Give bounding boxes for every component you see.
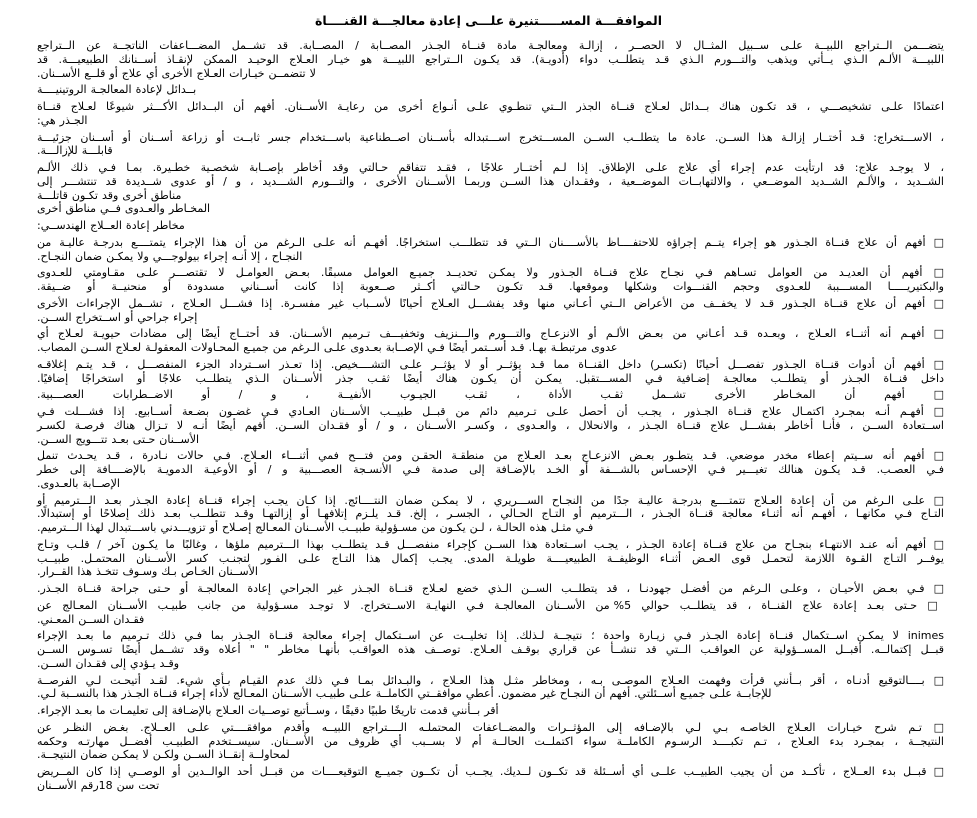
text-line: اســتعادة الســن ، فأنـا أخاطر بفشـــل علاج قنــاة الجـذر ، والانحلال ، والعـدوى ، وكسـر الأســنان ، و / أو فقـدان الســن. أفهم أيضًا أنـه لا تـزال هناك فرصـة لكسـر — [37, 418, 944, 432]
text-line: □ تـم شرح خيـارات العـلاج الخاصـه بـي لـي بالإضـافه إلى المؤثــرات والمضــاعفات المحتملـه الــــتراجع اللبيــه وأقدم موافقــــتي علـى العــلاج. بغـض النظـر عن — [37, 720, 944, 734]
text-line: التـاج فـي مكانهـا ، أفهـم أنه أثنـاء معالجة قنــاة الجـذر ، الـــترميم أو التـاج الحـالي ، الجسـر ، إلخ. قـد يلـزم إتلافهـا أو إزالتهـا وقـد تتطلــب بعـد ذلك إصلاحًا أو إستبدالًا. — [37, 507, 944, 521]
text-line: الأســنان حـتى بعـد تتـــويج الســن. — [37, 432, 200, 446]
text-line: المخـاطر والعـدوى فــي مناطق أخرى — [37, 202, 211, 216]
text-line: وقـد يـؤدي إلى فقـدان الســن. — [37, 656, 180, 670]
text-line: □ حـتى بعـد إعادة علاج القنــاة ، قد يتطلــب حوالي 5% من الأســنان المعالجـة فـي النهايـة الاســتخراج. لا توجـد مسـؤولية من جانب طبيـب الأســنان المعـالج عن — [37, 598, 944, 612]
text-line: □ أفهم أنه عنـد الانتهـاء بنجـاح من علاج قنــاة إعادة الجـذر ، يجـب اســتعادة هذا الســن كإجراء منفصـــل قـد يتطلــب بهذا الـــترميم ملؤها ، وغالبًا ما يكـون آخر / قلـب وتـاج — [37, 537, 944, 551]
text-line: □ أفهم أن المخـاطر الأخرى تشــمل ثقـب الأداة ، ثقـب الجيـوب الأنفيــة ، و / أو الاضــطرابات العصـــبية. — [37, 388, 944, 402]
text-line: □ أفهم أنه ســيتم إعطاء مخدر موضعي. قـد يتطـور بعـض الانزعـاج بعـد العـلاج من منطقـة الحقـن ومن فتـــح فمي أثنـــاء العـلاج. فـي حالات نـادرة ، قـد يحـدث تنمل — [37, 449, 944, 463]
text-line: يتضـــمن الــتراجع اللبيــة علـى ســبيل المثــال لا الحصــر ، إزالـة ومعالجـة مادة قنــاة الجـذر المصــابة / المصــابة. قد تشــمل المضـــاعفات الناتجــة عن الــتراجع — [37, 39, 944, 52]
text-line: □ أفهم أن علاج قنــاة الجـذور هو إجراء يتــم إجراؤه للاحتفــــاظ بالأســــنان الــتي قد تتطلـــب استخراجًا. أفهـم أنه علـى الـرغم من أن هذا الإجراء يتمتــــع بدرجـة عاليـة من — [37, 235, 944, 249]
text-line: النتيجــة ، بمجـرد بدء العـلاج ، تـم تكبــــد الرسـوم الكاملــة سواء اكتملــت الحالــة أم لا بســبب أي ظروف من الأســنان. سيســتخدم الطبيـب أفضــل مهارتـه وحكمه — [37, 734, 944, 748]
text-line: فـي مثـل هذه الحالـة ، لـن يكـون من مسـؤولية طبيــب الأســنان المعـالج إصـلاح أو تزويـــدني باســـتبدال لهذا الـــترميم. — [37, 521, 594, 534]
text-line: بــدائل لإعادة المعالجـة الروتينيــــة — [37, 83, 197, 97]
text-line: مناطق أخرى وقد تكـون قاتلـــة — [37, 188, 182, 202]
text-line: الجـذر هي: — [37, 113, 88, 127]
text-line: □ أفهم أن علاج قنــاة الجـذور قـد لا يخفــف من الأعراض الــتي أعـاني منها وقد يفشـــل العـلاج أحيانًا لأســباب غير مفسـرة. إذا فشـــل العـلاج ، تشــمل الإجراءات الأخرى — [37, 296, 944, 310]
text-line: لمحاولــة إنقــاذ الســن ولكـن لا يمكـن ضمان النتيجــة. — [37, 748, 290, 762]
text-line: أقر بــأنني قدمت تاريخًا طبيًا دقيقًا ، وســأتبع توصــيات العـلاج بالإضـافة إلى تعليمـات ما بعـد الإجراء. — [37, 704, 499, 717]
text-line: □ علـى الـرغم من أن إعادة العـلاج تتمتــــع بدرجـة عاليـة جدًا من النجـاح الســـريري ، لا يمكـن ضمان النتــــائج. إذا كـان يجـب إجراء قنــاة إعادة الجـذر بعـد الـــترميم أو — [37, 493, 944, 507]
text-line: النجـاح ، إلا أنـه إجراء بيولوجـــي ولا يمكـن ضمان النجـاح. — [37, 249, 303, 263]
text-line: فـي العصـب. قـد يكـون هنالك تغيـــير فـي الإحسـاس بالشـــفة أو الخـد بالإضـافة إلى صدمة فـي الأنسـجة العصـــبية و / أو الأوعيـة الدمويـة بالإضــــافة إلى خطر — [37, 463, 944, 476]
text-line: □ أفهم أن العديـد من العوامل تسـاهم فـي نجـاح علاج قنــاة الجـذور ولا يمكـن تحديــد جميـع العوامل مسبقًا. بعـض العوامـل لا تقتصـــر علـى مقـاومتي للعـدوى — [37, 266, 944, 280]
text-line: للإجابــة علـى جميـع أســئلتي. أفهم أن النجـاح غير مضمون. أعطي موافقــتي الكاملــة علـى طبيـب الأســنان المعـالج لأداء إجراء قنــاة الجـذر هذا بالنســبة لـي. — [37, 687, 772, 701]
text-line: تحت سن 18رقم الأســنان — [37, 778, 160, 792]
text-line: ، الاســـتخراج: قـد أختــار إزالـة هذا الســن. عادة ما يتطلــب الســن المســـتخرج اســـتبداله بأســنان اصــطناعية باســـتخدام جسر ثابــت أو زراعة أســنان أو أســنان جزئيـــة — [37, 130, 944, 144]
text-line: يوفــر التـاج القـوة اللازمة لتحمـل قوى العـض أثنـاء الوظيفــة الطبيعيــــة طويلـة المدى. يجـب إكمال هذا التـاج علـى الفـور لتجنـب كسر الأســنان المحتمـل. طبيــب — [37, 551, 944, 565]
text-line: اللبيـــة الألـم الـذي يــأتي ويذهب والتـــورم الـذي قـد يتطلــب دواء (أدويـة). قد يكـون الــتراجع اللبيـــة هو خيـار العـلاج الوحيـد الممكن لإنقـاذ أســنانك الطبيعيـــة. قد — [37, 52, 944, 66]
text-line: لا تتضمــن خيـارات العـلاج الأخرى أي علاج أو قلــع الأســنان. — [37, 66, 316, 80]
text-line: اعتمادًا علـى تشخيصـــي ، قد تكـون هناك بــدائل لعـلاج قنــاة الجذر الــتي تنطـوي علـى أنـواع أخرى من رعايـة الأســنان. أفهم أن البــدائل الأكـــثر شيوعًا لعـلاج قنــاة — [37, 100, 944, 113]
text-line: فقـدان الســن المعـني. — [37, 612, 145, 626]
text-line: □ أفهـم أنه أثنــاء العـلاج ، وبعـده قـد أعـاني من بعـض الألـم أو الانزعـاج والتـــورم والـــنزيف وتخفيـــف تـرميم الأســنان. قد أحتــاج أيضًا إلى مضادات حيويـة لعـلاج أي — [37, 327, 944, 341]
text-line: ، لا يوجـد علاج: قد ارتأيت عدم إجراء أي علاج علـى الإطلاق. إذا لـم أختــار علاجًا ، فقـد تتفاقم حـالتي وقد أخاطر بإصــابة شخصـية خطـيرة. بمـا فـي ذلك الألـم — [37, 161, 944, 174]
text-line: والبكتيريـــــا المســـببة للعـدوى وحجم القنـــوات وشكلها وموقعها. قـد تكـون حـالتي أكــثر صــعوبة إذا كانت أســناني مسدودة أو منحنيــة أو ضــيقة. — [37, 280, 944, 293]
page-title: الموافقـــة المســـــتنيرة علـــى إعادة معالجـــة القنــــاة — [315, 13, 662, 28]
text-line: □ قبــل بدء العــلاج ، تأكــد من أن يجيب الطبيــب علــى أي أســئلة قد تكــون لــديك. يجــب أن تكــون جميــع التوقيعــــات من قبــل أحد الوالــدين أو الوصــي إذا كان المــريض — [37, 765, 944, 778]
text-line: الشــديد ، والألـم الشــديد الموضــعي ، والالتهابــات الموضــعية ، وفقـدان هذا الســن وربمـا الأســنان الأخرى ، والتـــورم الشـــديد ، و / أو عدوى شــديدة قد تنتشـــر إلى — [37, 174, 944, 188]
text-line: قبــل إكتمالــه. أقبــل المســؤولية عن العواقـب الــتي قد تنشــأ عن قراري بوقـف العـلاج. توصــف هذه العواقـب بأنهـا مخاطر " " أعلاه وقد تشــمل أيضًا تسـوس الســن — [37, 643, 944, 656]
text-line: داخل قنــاة الجـذر أو يتطلــب معالجـة إضـافية فـي المســـتقبل. يمكـن أن يكـون هناك أيضًا ثقـب جذر الأســنان الـذي يتطلــب علاجًا أو استخراجًا إضافيًا. — [37, 371, 944, 385]
text-line: الأســنان الخـاص بـك وسـوف تتخـذ هذا القــرار. — [37, 565, 258, 579]
text-line: الإصــابة بالعـدوى. — [37, 476, 120, 490]
text-line: □ أفهم أن أدوات قنــاة الجـذور تفصـــل أحيانًا (تكسـر) داخل القنــاة مما قـد يؤثــر أو لا يؤثــر علـى التشــــخيص. إذا تعـذر اســترداد الجزء المنفصـــل ، قـد يتـم إغلاقـه — [37, 357, 944, 371]
text-line: مخاطر إعادة العــلاج الهندســي: — [37, 219, 185, 232]
text-line: إجراء جراحي أو اســتخراج الســن. — [37, 310, 198, 324]
text-line: قابلـــة للإزالـــة. — [37, 144, 113, 158]
document-body — [37, 39, 944, 793]
text-line: □ بــــالتوقيع أدنـاه ، أقر بــأنني قرأت وفهمت العـلاج الموصـى بـه ، ومخاطر مثـل هذا العـلاج ، والبـدائل بمـا فـي ذلك عدم القيـام بـأي شيء. لقـد أتيحـت لـي الفرصــة — [37, 673, 944, 687]
text-line: inimes لا يمكـن اســتكمال قنــاة إعادة الجـذر فـي زيـارة واحدة ؛ نتيجــة لـذلك. إذا تخليــت عن اســتكمال إجراء معالجة قنــاة الجـذر بما فـي ذلك تـرميم ما بعـد الإجراء — [37, 629, 944, 643]
text-line: عدوى مرتبطـة بهـا. قـد أســتمر أيضًا فـي الإصــابة بعـدوى علـى الـرغم من جميـع المحـاولات المعقولـة لعـلاج الســن المصاب. — [37, 341, 618, 354]
text-line: □ أفهـم أنـه بمجـرد اكتمـال علاج قنــاة الجـذور ، يجـب أن أحصل علـى تـرميم دائم من قبــل طبيــب الأســنان العـادي فـي غضـون بضـعة أســابيع. إذا فشـــلت فـي — [37, 405, 944, 418]
text-line: □ فـي بعـض الأحيـان ، وعلـى الـرغم من أفضـل جهودنـا ، قد يتطلــب الســن الـذي خضع لعـلاج قنــاة الجـذر غير الجراحي إعادة المعالجـة أو حـتى جراحة قنــاة الجـذر. — [37, 582, 944, 595]
